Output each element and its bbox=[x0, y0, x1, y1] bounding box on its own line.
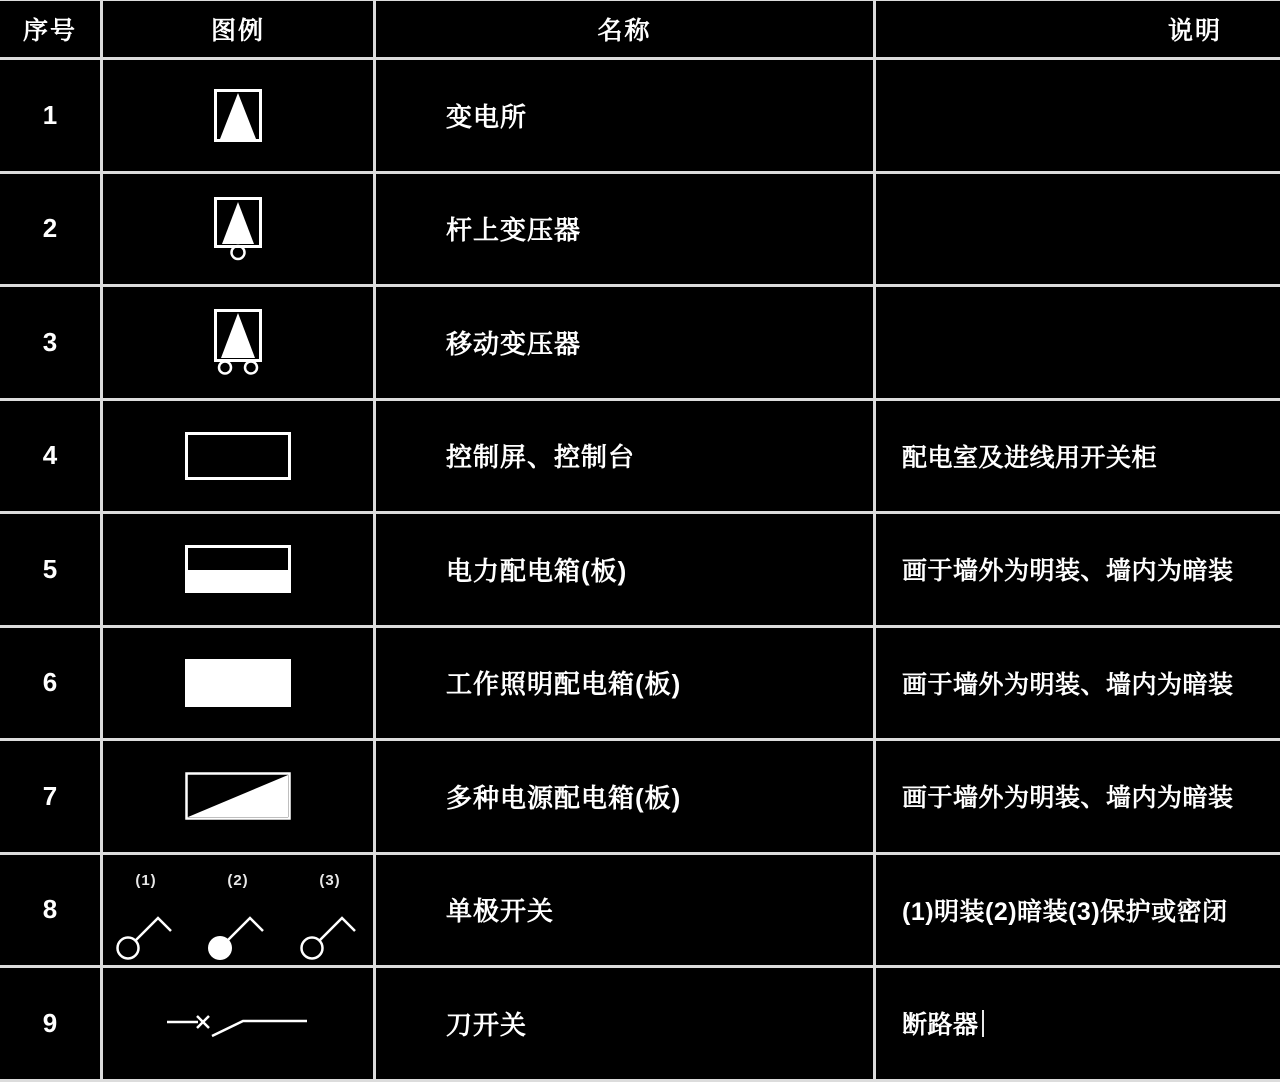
row-9-note bbox=[876, 968, 1280, 1079]
row-2-note bbox=[876, 174, 1280, 285]
row-8-symbol-cell bbox=[103, 855, 373, 966]
row-3-note bbox=[876, 287, 1280, 398]
row-7-note: 画于墙外为明装、墙内为暗装 bbox=[876, 741, 1280, 852]
single-pole-switch-symbols-icon bbox=[103, 858, 373, 961]
row-2-name: 杆上变压器 bbox=[376, 174, 873, 285]
row-6-name: 工作照明配电箱(板) bbox=[376, 628, 873, 739]
substation-symbol-icon bbox=[103, 60, 373, 171]
pole-mounted-transformer-symbol-icon bbox=[103, 174, 373, 285]
row-1-symbol-cell bbox=[103, 60, 373, 171]
row-7-name: 多种电源配电箱(板) bbox=[376, 741, 873, 852]
text-cursor bbox=[982, 1010, 984, 1037]
row-2-symbol-cell bbox=[103, 174, 373, 285]
row-4-note: 配电室及进线用开关柜 bbox=[876, 401, 1280, 512]
row-5-note: 画于墙外为明装、墙内为暗装 bbox=[876, 514, 1280, 625]
row-8-no: 8 bbox=[0, 855, 100, 966]
concealed-switch-icon bbox=[207, 911, 269, 961]
header-name-label: 名称 bbox=[597, 17, 652, 45]
row-6-no: 6 bbox=[0, 628, 100, 739]
switch-variant-1-label: (1) bbox=[135, 872, 157, 890]
switch-variant-1 bbox=[115, 872, 177, 961]
row-1-no: 1 bbox=[0, 60, 100, 171]
header-name bbox=[376, 1, 873, 57]
row-1-note bbox=[876, 60, 1280, 171]
control-panel-symbol-icon bbox=[103, 401, 373, 512]
row-2-no: 2 bbox=[0, 174, 100, 285]
row-3-name: 移动变压器 bbox=[376, 287, 873, 398]
header-note-label: 说明 bbox=[1167, 17, 1222, 45]
row-7-symbol-cell bbox=[103, 741, 373, 852]
row-1-name: 变电所 bbox=[376, 60, 873, 171]
row-8-note: (1)明装(2)暗装(3)保护或密闭 bbox=[876, 855, 1280, 966]
header-symbol bbox=[103, 1, 373, 57]
header-no bbox=[0, 1, 100, 57]
row-4-symbol-cell bbox=[103, 401, 373, 512]
row-4-name: 控制屏、控制台 bbox=[376, 401, 873, 512]
row-6-note: 画于墙外为明装、墙内为暗装 bbox=[876, 628, 1280, 739]
lighting-distribution-box-symbol-icon bbox=[103, 628, 373, 739]
row-5-symbol-cell bbox=[103, 514, 373, 625]
multi-source-distribution-box-symbol-icon bbox=[103, 741, 373, 852]
row-5-name: 电力配电箱(板) bbox=[376, 514, 873, 625]
switch-variant-3 bbox=[299, 872, 361, 961]
mobile-transformer-symbol-icon bbox=[103, 287, 373, 398]
header-no-label: 序号 bbox=[22, 17, 77, 45]
row-8-name: 单极开关 bbox=[376, 855, 873, 966]
switch-variant-2-label: (2) bbox=[227, 872, 249, 890]
row-3-no: 3 bbox=[0, 287, 100, 398]
power-distribution-box-symbol-icon bbox=[103, 514, 373, 625]
header-note bbox=[876, 1, 1280, 57]
row-9-symbol-cell bbox=[103, 968, 373, 1079]
header-symbol-label: 图例 bbox=[210, 17, 265, 45]
switch-variant-3-label: (3) bbox=[319, 872, 341, 890]
row-3-symbol-cell bbox=[103, 287, 373, 398]
row-9-no: 9 bbox=[0, 968, 100, 1079]
surface-switch-icon bbox=[115, 911, 177, 961]
row-5-no: 5 bbox=[0, 514, 100, 625]
row-4-no: 4 bbox=[0, 401, 100, 512]
switch-variant-2 bbox=[207, 872, 269, 961]
knife-switch-symbol-icon bbox=[103, 968, 373, 1079]
row-7-no: 7 bbox=[0, 741, 100, 852]
row-9-name: 刀开关 bbox=[376, 968, 873, 1079]
row-6-symbol-cell bbox=[103, 628, 373, 739]
protected-switch-icon bbox=[299, 911, 361, 961]
row-9-note-text: 断路器 bbox=[902, 1011, 979, 1040]
